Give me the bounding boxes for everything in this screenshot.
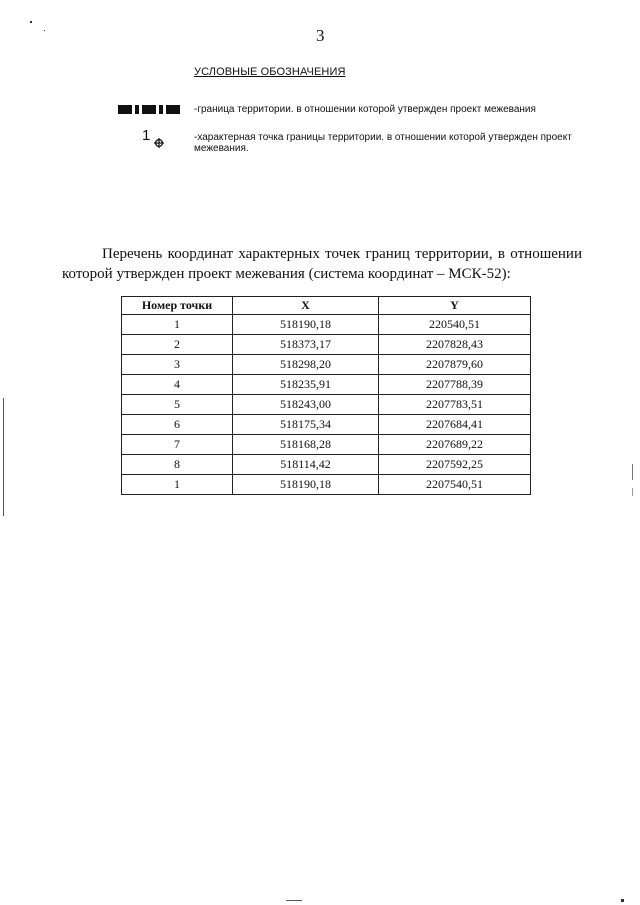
header-x: X bbox=[233, 297, 379, 315]
legend-point-text: -характерная точка границы территории. в отношении которой утвержден проект межевания. bbox=[194, 132, 572, 154]
cell-x: 518168,28 bbox=[233, 435, 379, 455]
table-row bbox=[122, 475, 531, 495]
scan-edge-mark bbox=[632, 488, 633, 496]
scan-speck bbox=[621, 899, 624, 902]
legend-boundary-text: -граница территории. в отношении которой утвержден проект межевания bbox=[194, 104, 536, 115]
scan-speck bbox=[30, 21, 32, 23]
cell-x: 518298,20 bbox=[233, 355, 379, 375]
header-point-number: Номер точки bbox=[122, 297, 233, 315]
cell-point-number: 3 bbox=[122, 355, 233, 375]
cell-y: 2207540,51 bbox=[379, 475, 531, 495]
header-y: Y bbox=[379, 297, 531, 315]
point-marker-label: 1 bbox=[142, 127, 151, 144]
cell-point-number: 4 bbox=[122, 375, 233, 395]
cell-y: 2207684,41 bbox=[379, 415, 531, 435]
cell-point-number: 8 bbox=[122, 455, 233, 475]
table-row bbox=[122, 435, 531, 455]
cell-point-number: 1 bbox=[122, 475, 233, 495]
scan-edge-mark bbox=[632, 464, 633, 480]
table-row bbox=[122, 375, 531, 395]
cell-point-number: 7 bbox=[122, 435, 233, 455]
table-header-row bbox=[122, 297, 531, 315]
cell-y: 2207788,39 bbox=[379, 375, 531, 395]
table-row bbox=[122, 355, 531, 375]
table-row bbox=[122, 315, 531, 335]
cell-point-number: 6 bbox=[122, 415, 233, 435]
cell-x: 518175,34 bbox=[233, 415, 379, 435]
scan-edge-mark bbox=[286, 900, 302, 901]
cell-y: 2207828,43 bbox=[379, 335, 531, 355]
cell-y: 2207879,60 bbox=[379, 355, 531, 375]
coordinates-table bbox=[121, 296, 531, 495]
page-number: 3 bbox=[316, 26, 325, 45]
cell-y: 2207783,51 bbox=[379, 395, 531, 415]
cell-x: 518235,91 bbox=[233, 375, 379, 395]
cell-y: 2207689,22 bbox=[379, 435, 531, 455]
boundary-point-icon bbox=[142, 127, 151, 144]
scan-speck bbox=[44, 30, 45, 31]
cell-x: 518190,18 bbox=[233, 475, 379, 495]
cell-y: 2207592,25 bbox=[379, 455, 531, 475]
cell-y: 220540,51 bbox=[379, 315, 531, 335]
table-row bbox=[122, 455, 531, 475]
cell-point-number: 5 bbox=[122, 395, 233, 415]
table-row bbox=[122, 335, 531, 355]
cell-x: 518243,00 bbox=[233, 395, 379, 415]
cell-point-number: 1 bbox=[122, 315, 233, 335]
boundary-line-icon bbox=[118, 105, 190, 114]
table-row bbox=[122, 415, 531, 435]
cell-point-number: 2 bbox=[122, 335, 233, 355]
intro-paragraph: Перечень координат характерных точек границ территории, в отношении которой утвержден проект межевания (система координат – МСК-52): bbox=[62, 246, 582, 282]
table-row bbox=[122, 395, 531, 415]
cell-x: 518373,17 bbox=[233, 335, 379, 355]
cell-x: 518190,18 bbox=[233, 315, 379, 335]
cell-x: 518114,42 bbox=[233, 455, 379, 475]
legend-heading: УСЛОВНЫЕ ОБОЗНАЧЕНИЯ bbox=[194, 66, 346, 78]
scan-edge-mark bbox=[3, 398, 4, 516]
